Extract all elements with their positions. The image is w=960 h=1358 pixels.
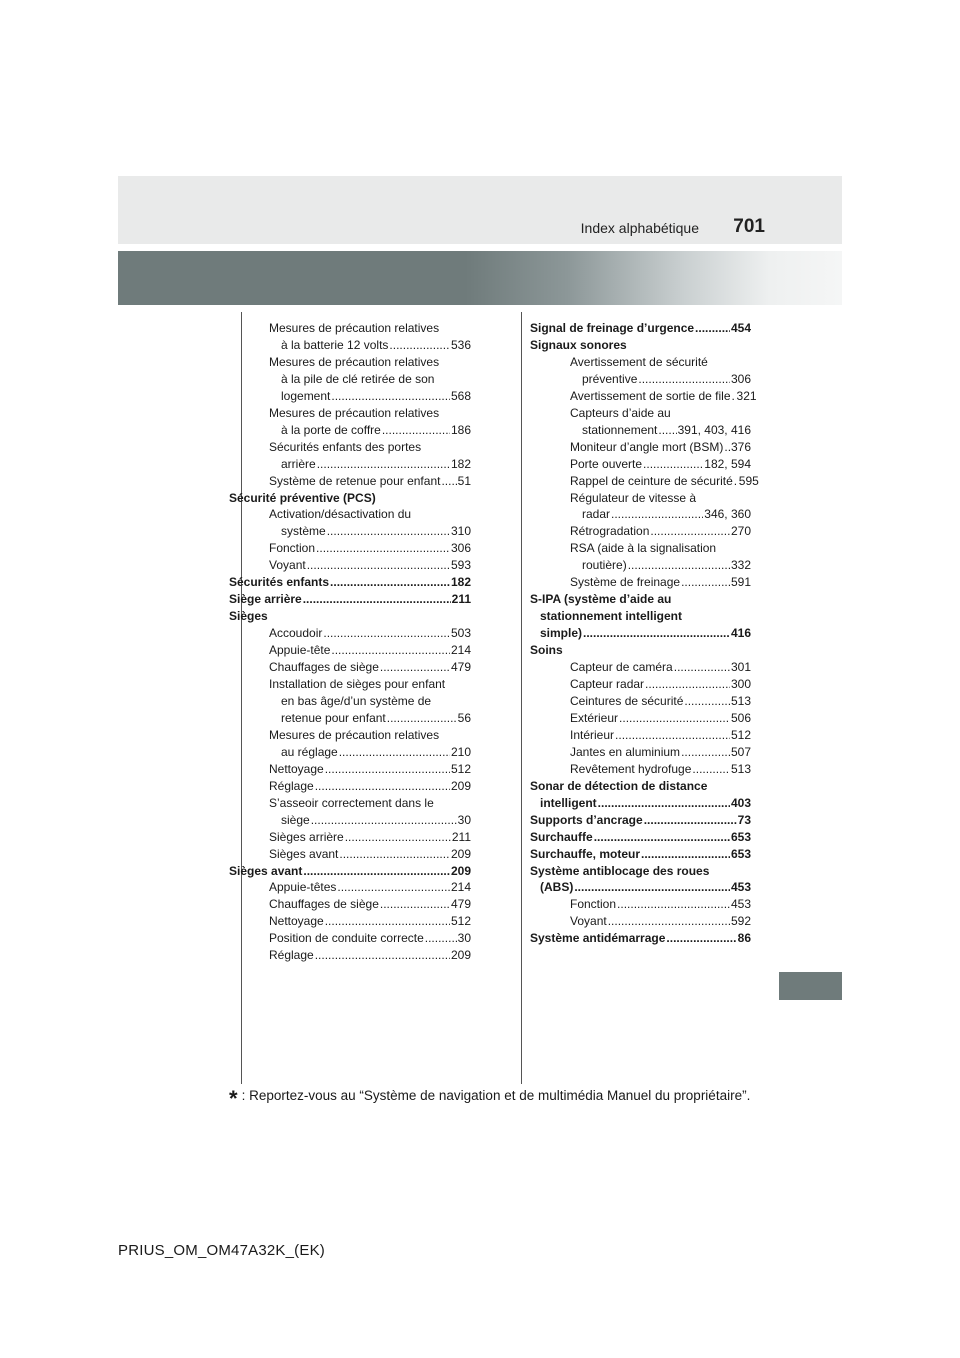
- page-reference: 51: [457, 473, 471, 488]
- dot-leader: [643, 456, 703, 473]
- index-entry: [229, 642, 471, 659]
- entry-text: S-IPA (système d’aide au: [530, 592, 672, 607]
- index-entry: [530, 693, 751, 710]
- entry-text: Mesures de précaution relatives: [269, 727, 440, 742]
- index-heading: [530, 625, 751, 642]
- page-reference: 536: [450, 337, 471, 352]
- page-reference: 454: [730, 321, 751, 335]
- dot-leader: [317, 456, 450, 473]
- dot-leader: [441, 473, 456, 490]
- entry-text: Capteur radar: [570, 677, 645, 692]
- entry-text: Sécurités enfants des portes: [269, 439, 422, 454]
- dot-leader: [692, 761, 730, 778]
- entry-text: Sièges avant: [229, 863, 303, 878]
- dot-leader: [330, 574, 450, 591]
- index-entry: [229, 523, 471, 540]
- index-column-left: [229, 320, 471, 964]
- entry-text: Sièges avant: [269, 846, 339, 861]
- index-entry: [530, 913, 751, 930]
- dot-leader: [337, 879, 450, 896]
- dot-leader: [724, 439, 730, 456]
- entry-text: Appuie-tête: [269, 643, 331, 658]
- dot-leader: [339, 744, 450, 761]
- page-reference: 391, 403, 416: [677, 422, 751, 437]
- document-code: PRIUS_OM_OM47A32K_(EK): [118, 1242, 325, 1259]
- page-reference: 453: [730, 880, 751, 895]
- index-entry: [530, 710, 751, 727]
- dot-leader: [307, 557, 450, 574]
- page-reference: 214: [450, 880, 471, 895]
- entry-text: à la batterie 12 volts: [281, 337, 389, 352]
- dot-leader: [617, 896, 730, 913]
- index-entry: [229, 473, 471, 490]
- page-reference: 512: [450, 914, 471, 929]
- page-reference: 209: [450, 778, 471, 793]
- dot-leader: [598, 795, 730, 812]
- entry-text: Système de retenue pour enfant: [269, 473, 441, 488]
- dot-leader: [608, 913, 730, 930]
- dot-leader: [574, 879, 730, 896]
- entry-text: Sécurité préventive (PCS): [229, 490, 376, 505]
- entry-text: Installation de sièges pour enfant: [269, 677, 446, 692]
- index-entry: [530, 422, 751, 439]
- index-entry: [530, 473, 759, 490]
- index-heading: [530, 591, 751, 608]
- entry-text: préventive: [582, 371, 638, 386]
- dot-leader: [425, 930, 457, 947]
- index-heading: [530, 608, 751, 625]
- page-reference: 306: [730, 371, 751, 386]
- dot-leader: [339, 846, 450, 863]
- index-heading: [530, 795, 751, 812]
- index-heading: [229, 591, 471, 608]
- entry-text: Réglage: [269, 948, 314, 963]
- entry-text: Intérieur: [570, 727, 615, 742]
- entry-text: Réglage: [269, 778, 314, 793]
- index-entry: [229, 829, 471, 846]
- dot-leader: [650, 523, 730, 540]
- dot-leader: [681, 574, 730, 591]
- page-reference: 595: [738, 473, 759, 488]
- entry-text: Fonction: [570, 897, 617, 912]
- entry-text: Mesures de précaution relatives: [269, 405, 440, 420]
- page-reference: 186: [450, 422, 471, 437]
- index-entry: [530, 388, 757, 405]
- entry-text: Nettoyage: [269, 761, 324, 776]
- index-entry: [530, 439, 751, 456]
- header-gradient-bar: [118, 251, 842, 305]
- page-reference: 506: [730, 710, 751, 725]
- dot-leader: [594, 829, 730, 846]
- entry-text: S’asseoir correctement dans le: [269, 795, 434, 810]
- index-entry: [229, 879, 471, 896]
- index-entry: [229, 659, 471, 676]
- entry-text: Sécurités enfants: [229, 575, 330, 590]
- entry-text: Signal de freinage d’urgence: [530, 321, 695, 335]
- index-entry: [530, 744, 751, 761]
- page-reference: 592: [730, 914, 751, 929]
- dot-leader: [619, 710, 730, 727]
- entry-text: à la porte de coffre: [281, 422, 381, 437]
- index-entry: [229, 557, 471, 574]
- entry-text: Chauffages de siège: [269, 897, 379, 912]
- entry-text: stationnement intelligent: [540, 609, 683, 624]
- page-reference: 310: [450, 524, 471, 539]
- dot-leader: [380, 659, 450, 676]
- index-entry: [229, 371, 471, 388]
- dot-leader: [382, 422, 450, 439]
- index-entry: [530, 761, 751, 778]
- index-entry: [229, 710, 471, 727]
- entry-text: Moniteur d’angle mort (BSM): [570, 439, 724, 454]
- index-entry: [530, 676, 751, 693]
- index-entry: [530, 523, 751, 540]
- dot-leader: [316, 540, 450, 557]
- dot-leader: [641, 846, 730, 863]
- entry-text: routière): [582, 558, 627, 573]
- page-reference: 653: [730, 829, 751, 844]
- index-entry: [229, 913, 471, 930]
- page-reference: 300: [730, 677, 751, 692]
- index-entry: [229, 405, 471, 422]
- footnote-text: : Reportez-vous au “Système de navigation et de multimédia Manuel du propriétaire”.: [241, 1088, 751, 1103]
- index-heading: [530, 642, 751, 659]
- index-entry: [229, 778, 471, 795]
- dot-leader: [325, 913, 450, 930]
- entry-text: Sièges: [229, 609, 268, 624]
- entry-text: Soins: [530, 643, 563, 658]
- index-entry: [530, 727, 751, 744]
- dot-leader: [389, 337, 450, 354]
- index-entry: [229, 693, 471, 710]
- entry-text: à la pile de clé retirée de son: [281, 371, 435, 386]
- index-entry: [530, 354, 751, 371]
- entry-text: Supports d’ancrage: [530, 812, 643, 827]
- index-entry: [530, 371, 751, 388]
- page-reference: 332: [730, 558, 751, 573]
- index-heading: [530, 320, 751, 337]
- index-heading: [530, 930, 751, 947]
- entry-text: en bas âge/d’un système de: [281, 693, 432, 708]
- dot-leader: [331, 642, 450, 659]
- index-entry: [530, 405, 751, 422]
- entry-text: RSA (aide à la signalisation: [570, 541, 717, 556]
- index-entry: [530, 506, 751, 523]
- index-entry: [229, 506, 471, 523]
- entry-text: arrière: [281, 456, 316, 471]
- dot-leader: [658, 422, 676, 439]
- entry-text: stationnement: [582, 422, 658, 437]
- index-entry: [229, 727, 471, 744]
- entry-text: Régulateur de vitesse à: [570, 490, 697, 505]
- entry-text: simple): [540, 626, 583, 641]
- footnote-marker: *: [229, 1086, 238, 1111]
- page-reference: 507: [730, 744, 751, 759]
- page-reference: 479: [450, 660, 471, 675]
- index-entry: [229, 676, 471, 693]
- dot-leader: [303, 863, 450, 880]
- index-entry: [530, 456, 751, 473]
- index-entry: [530, 896, 751, 913]
- index-entry: [530, 490, 751, 507]
- dot-leader: [323, 625, 450, 642]
- entry-text: Activation/désactivation du: [269, 507, 412, 522]
- index-column-right: [530, 320, 759, 947]
- page-reference: 593: [450, 558, 471, 573]
- index-entry: [229, 439, 471, 456]
- index-entry: [530, 659, 751, 676]
- entry-text: Revêtement hydrofuge: [570, 761, 692, 776]
- page-reference: 209: [450, 846, 471, 861]
- dot-leader: [644, 812, 737, 829]
- entry-text: retenue pour enfant: [281, 710, 386, 725]
- index-entry: [229, 947, 471, 964]
- dot-leader: [583, 625, 730, 642]
- index-heading: [530, 863, 751, 880]
- index-heading: [229, 608, 471, 625]
- dot-leader: [315, 947, 450, 964]
- index-heading: [530, 879, 751, 896]
- entry-text: Nettoyage: [269, 914, 324, 929]
- dot-leader: [303, 591, 451, 608]
- entry-text: Système de freinage: [570, 575, 681, 590]
- entry-text: siège: [281, 812, 310, 827]
- index-entry: [229, 896, 471, 913]
- entry-text: Ceintures de sécurité: [570, 693, 684, 708]
- dot-leader: [380, 896, 450, 913]
- entry-text: Capteurs d’aide au: [570, 405, 671, 420]
- index-heading: [530, 778, 751, 795]
- section-thumb-tab: [779, 972, 842, 1000]
- page-reference: 214: [450, 643, 471, 658]
- dot-leader: [611, 506, 703, 523]
- dot-leader: [674, 659, 730, 676]
- entry-text: Jantes en aluminium: [570, 744, 681, 759]
- index-entry: [229, 846, 471, 863]
- page-reference: 73: [737, 812, 751, 827]
- entry-text: intelligent: [540, 795, 597, 810]
- page-reference: 512: [730, 727, 751, 742]
- dot-leader: [345, 829, 451, 846]
- index-entry: [229, 540, 471, 557]
- dot-leader: [311, 812, 457, 829]
- page-reference: 86: [737, 931, 751, 946]
- index-entry: [229, 422, 471, 439]
- entry-text: Avertissement de sortie de file: [570, 388, 731, 403]
- footnote: [229, 1086, 789, 1112]
- entry-text: Siège arrière: [229, 592, 302, 607]
- index-heading: [229, 574, 471, 591]
- page-reference: 270: [730, 524, 751, 539]
- dot-leader: [645, 676, 730, 693]
- dot-leader: [615, 727, 730, 744]
- index-heading: [530, 829, 751, 846]
- entry-text: Système antidémarrage: [530, 931, 666, 946]
- entry-text: Avertissement de sécurité: [570, 354, 708, 369]
- entry-text: Accoudoir: [269, 626, 323, 641]
- page-reference: 513: [730, 761, 751, 776]
- page-reference: 321: [736, 388, 757, 403]
- page-reference: 568: [450, 388, 471, 403]
- dot-leader: [327, 523, 450, 540]
- entry-text: Rétrogradation: [570, 524, 650, 539]
- entry-text: Position de conduite correcte: [269, 931, 424, 946]
- page-reference: 301: [730, 660, 751, 675]
- entry-text: Appuie-têtes: [269, 880, 337, 895]
- index-entry: [530, 540, 751, 557]
- entry-text: au réglage: [281, 744, 338, 759]
- dot-leader: [684, 693, 730, 710]
- entry-text: radar: [582, 507, 611, 522]
- page-reference: 591: [730, 575, 751, 590]
- index-entry: [229, 761, 471, 778]
- entry-text: (ABS): [540, 880, 574, 895]
- page-reference: 210: [450, 744, 471, 759]
- dot-leader: [732, 388, 736, 405]
- dot-leader: [666, 930, 736, 947]
- entry-text: Surchauffe: [530, 829, 593, 844]
- index-entry: [229, 320, 471, 337]
- page-reference: 479: [450, 897, 471, 912]
- page-reference: 453: [730, 897, 751, 912]
- index-heading: [229, 490, 471, 507]
- page-reference: 56: [457, 710, 471, 725]
- index-entry: [229, 795, 471, 812]
- page-reference: 653: [730, 846, 751, 861]
- page-reference: 209: [450, 948, 471, 963]
- page-reference: 416: [730, 626, 751, 641]
- index-heading: [530, 812, 751, 829]
- entry-text: Porte ouverte: [570, 456, 643, 471]
- page-reference: 306: [450, 541, 471, 556]
- dot-leader: [681, 744, 730, 761]
- page-reference: 376: [730, 439, 751, 454]
- dot-leader: [734, 473, 738, 490]
- index-entry: [229, 388, 471, 405]
- entry-text: Voyant: [570, 914, 607, 929]
- page-reference: 182: [450, 575, 471, 590]
- entry-text: Signaux sonores: [530, 337, 627, 352]
- page-reference: 403: [730, 795, 751, 810]
- page-reference: 182: [450, 456, 471, 471]
- entry-text: système: [281, 524, 326, 539]
- dot-leader: [315, 778, 450, 795]
- index-entry: [229, 812, 471, 829]
- entry-text: Sièges arrière: [269, 829, 344, 844]
- page-reference: 209: [450, 863, 471, 878]
- entry-text: Rappel de ceinture de sécurité: [570, 473, 733, 488]
- page-reference: 211: [451, 592, 471, 607]
- index-heading: [530, 337, 751, 354]
- page-reference: 211: [451, 829, 471, 844]
- page-reference: 30: [457, 812, 471, 827]
- index-entry: [530, 557, 751, 574]
- index-entry: [229, 625, 471, 642]
- page-reference: 182, 594: [704, 456, 751, 471]
- index-entry: [229, 337, 471, 354]
- dot-leader: [638, 371, 730, 388]
- page-reference: 512: [450, 761, 471, 776]
- entry-text: Voyant: [269, 558, 306, 573]
- page-reference: 346, 360: [704, 507, 751, 522]
- entry-text: Surchauffe, moteur: [530, 846, 641, 861]
- entry-text: Extérieur: [570, 710, 619, 725]
- entry-text: Mesures de précaution relatives: [269, 354, 440, 369]
- dot-leader: [628, 557, 730, 574]
- index-entry: [229, 354, 471, 371]
- dot-leader: [325, 761, 450, 778]
- entry-text: Chauffages de siège: [269, 660, 379, 675]
- index-entry: [229, 456, 471, 473]
- dot-leader: [331, 388, 450, 405]
- entry-text: Capteur de caméra: [570, 660, 673, 675]
- index-heading: [229, 863, 471, 880]
- section-title: Index alphabétique: [580, 220, 699, 236]
- entry-text: Mesures de précaution relatives: [269, 321, 440, 335]
- index-entry: [530, 574, 751, 591]
- entry-text: logement: [281, 388, 331, 403]
- entry-text: Sonar de détection de distance: [530, 778, 708, 793]
- index-heading: [530, 846, 751, 863]
- page-reference: 513: [730, 693, 751, 708]
- dot-leader: [387, 710, 457, 727]
- index-entry: [229, 744, 471, 761]
- page-reference: 503: [450, 626, 471, 641]
- entry-text: Système antiblocage des roues: [530, 863, 710, 878]
- entry-text: Fonction: [269, 541, 316, 556]
- dot-leader: [695, 320, 730, 337]
- page-reference: 30: [457, 931, 471, 946]
- page-number: 701: [733, 216, 765, 237]
- column-divider-middle: [521, 312, 522, 1084]
- index-entry: [229, 930, 471, 947]
